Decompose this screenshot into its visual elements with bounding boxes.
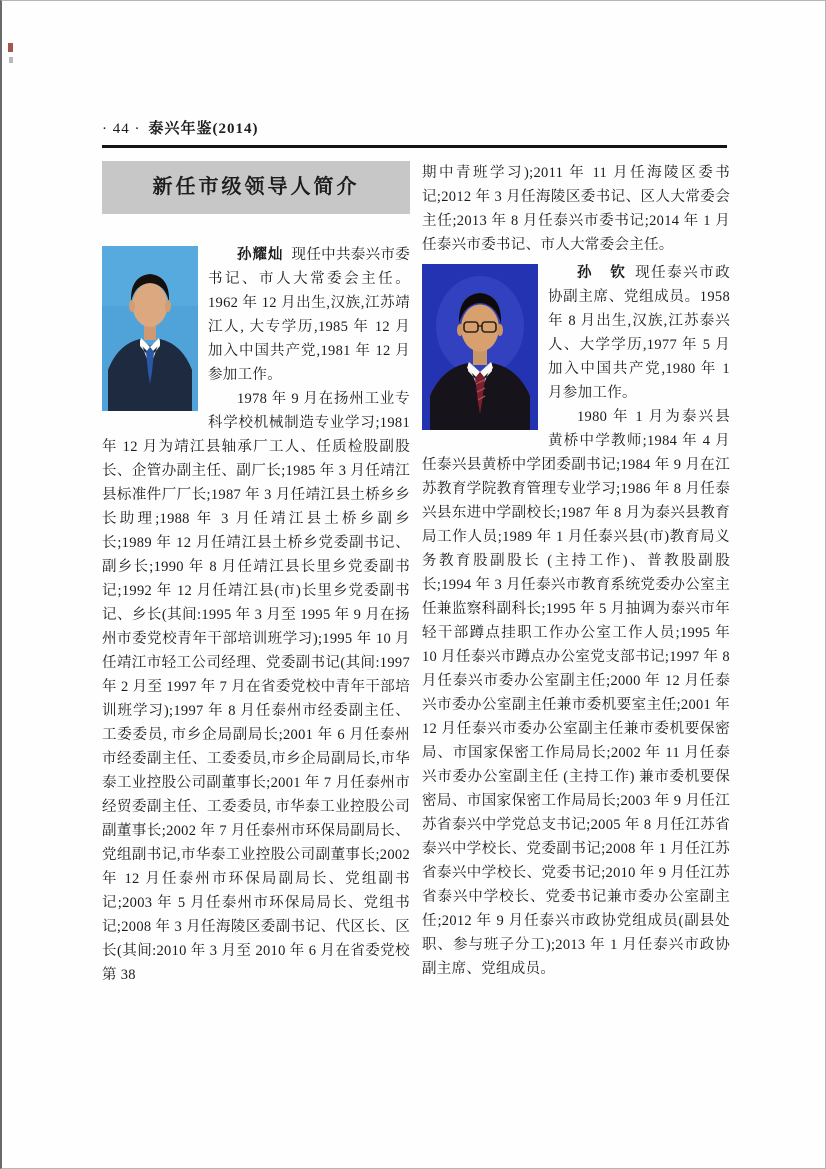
left-column <box>102 161 410 987</box>
bio-intro-text: 现任泰兴市政协副主席、党组成员。1958 年 8 月出生,汉族,江苏泰兴人、大学学历,1977 年 5 月加入中国共产党,1980 年 1 月参加工作。 <box>548 265 730 401</box>
bio-sun-yaocan <box>102 243 410 987</box>
page-number: · 44 · <box>102 121 141 137</box>
bio-career-paragraph-continued: 期中青班学习);2011 年 11 月任海陵区委书记;2012 年 3 月任海陵区委书记、区人大常委会主任;2013 年 8 月任泰兴市委书记;2014 年 1 月任泰兴市委书记、市人大常委会主任。 <box>422 165 730 253</box>
portrait-silhouette-icon <box>422 264 538 430</box>
portrait-photo-sun-yaocan <box>102 246 198 411</box>
scan-artifact <box>9 57 13 63</box>
bio-intro-text: 现任中共泰兴市委书记、市人大常委会主任。1962 年 12 月出生,汉族,江苏靖江人, 大专学历,1985 年 12 月加入中国共产党,1981 年 12 月参加工作。 <box>208 247 411 383</box>
bio-sun-qin <box>422 261 730 981</box>
section-title-box <box>102 161 410 214</box>
portrait-photo-sun-qin <box>422 264 538 430</box>
scan-artifact <box>8 43 13 52</box>
page-header <box>102 117 727 148</box>
book-title: 泰兴年鉴(2014) <box>148 121 259 137</box>
bio-career-paragraph-left: 1978 年 9 月在扬州工业专科学校机械制造专业学习;1981 年 12 月为靖江县轴承厂工人、任质检股副股长、企管办副主任、副厂长;1985 年 3 月任靖江县标准件厂厂长;1987 年 3 月任靖江县土桥乡乡长助理;1988 年 3 月任靖江县土桥乡副乡长;1989 年 12 月任靖江县土桥乡党委副书记、副乡长;1990 年 8 月任靖江县长里乡党委副书记;1992 年 12 月任靖江县(市)长里乡党委副书记、乡长(其间:1995 年 3 月至 1995 年 9 月在扬州市委党校青年干部培训班学习);1995 年 10 月任靖江市轻工公司经理、党委副书记(其间:1997 年 2 月至 1997 年 7 月在省委党校中青年干部培训班学习);1997 年 8 月任泰州市经委副主任、工委委员, 市乡企局副局长;2001 年 6 月任泰州市经委副主任、工委委员,市乡企局副局长,市华泰工业控股公司副董事长;2001 年 7 月任泰州市经贸委副主任、工委委员, 市华泰工业控股公司副董事长;2002 年 7 月任泰州市环保局副局长、党组副书记,市华泰工业控股公司副董事长;2002 年 12 月任泰州市环保局副局长、党组副书记;2003 年 5 月任泰州市环保局局长、党组书记;2008 年 3 月任海陵区委副书记、代区长、区长(其间:2010 年 3 月至 2010 年 6 月在省委党校第 38 <box>102 391 410 983</box>
person-name: 孙耀灿 <box>237 247 284 263</box>
person-name: 孙 钦 <box>577 265 628 281</box>
right-column <box>422 161 730 987</box>
bio-career-paragraph: 1980 年 1 月为泰兴县黄桥中学教师;1984 年 4 月任泰兴县黄桥中学团委副书记;1984 年 9 月在江苏教育学院教育管理专业学习;1986 年 8 月任泰兴县东进中学副校长;1987 年 8 月为泰兴县教育局工作人员;1989 年 1 月任泰兴县(市)教育局义务教育股副股长 (主持工作)、普教股副股长;1994 年 3 月任泰兴市教育系统党委办公室主任兼监察科副科长;1995 年 5 月抽调为泰兴市年轻干部蹲点挂职工作办公室工作人员;1995 年 10 月任泰兴市蹲点办公室党支部书记;1997 年 8 月任泰兴市委办公室副主任;2000 年 12 月任泰兴市委办公室副主任兼市委机要室主任;2001 年 12 月任泰兴市委办公室副主任兼市委机要保密局、市国家保密工作局局长;2002 年 11 月任泰兴市委办公室副主任 (主持工作) 兼市委机要保密局、市国家保密工作局局长;2003 年 9 月任江苏省泰兴中学党总支书记;2005 年 8 月任江苏省泰兴中学校长、党委副书记;2008 年 1 月任江苏省泰兴中学校长、党委书记;2010 年 9 月任江苏省泰兴中学校长、党委书记兼市委办公室副主任;2012 年 9 月任泰兴市政协党组成员(副县处职、参与班子分工);2013 年 1 月任泰兴市政协副主席、党组成员。 <box>422 409 730 977</box>
section-title: 新任市级领导人简介 <box>152 176 360 198</box>
two-column-layout <box>102 161 730 987</box>
portrait-silhouette-icon <box>102 246 198 411</box>
